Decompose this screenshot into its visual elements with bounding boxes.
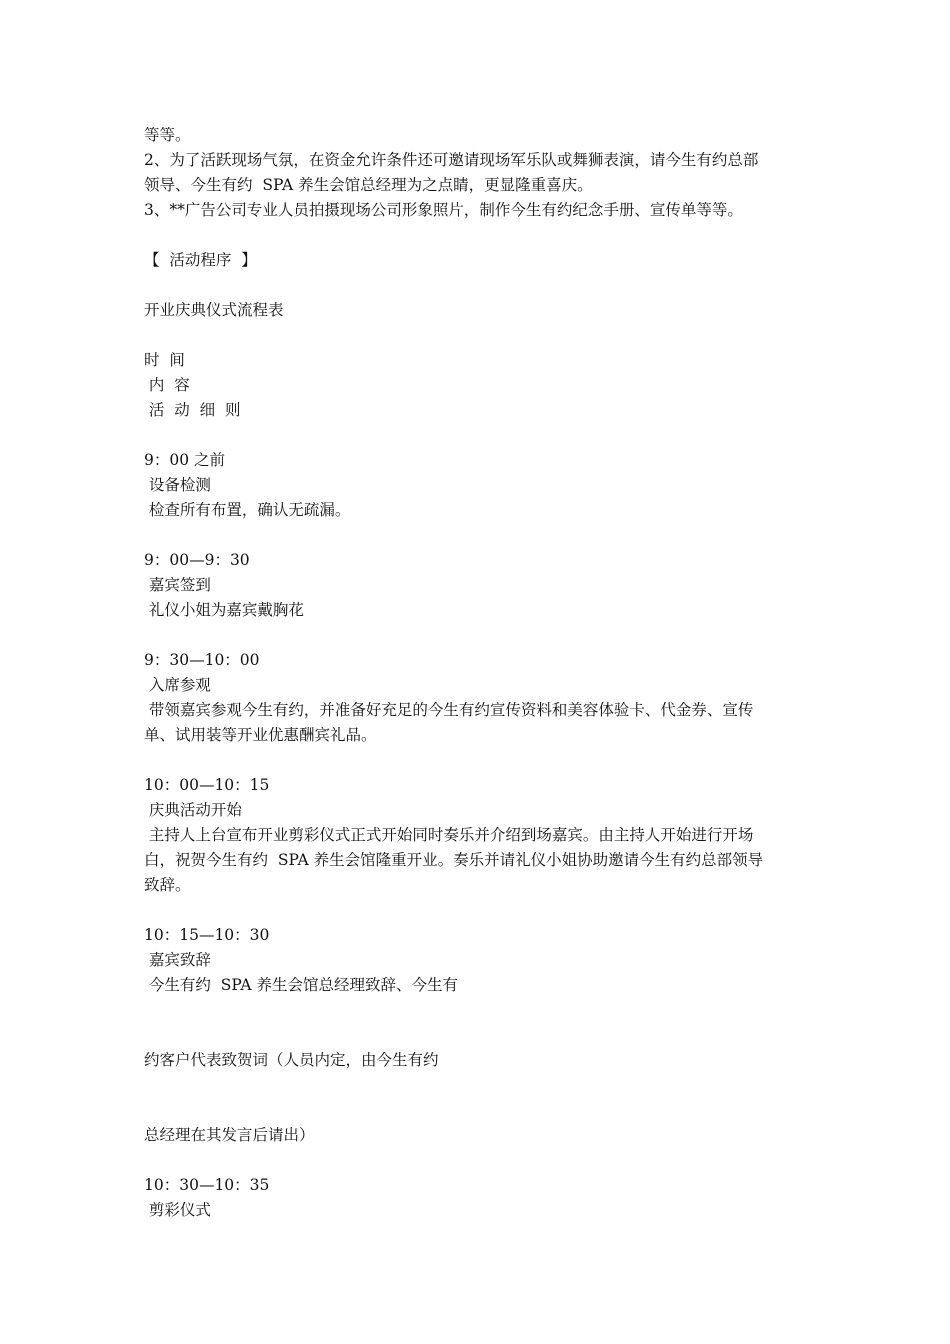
schedule-details: 主持人上台宣布开业剪彩仪式正式开始同时奏乐并介绍到场嘉宾。由主持人开始进行开场	[144, 826, 754, 844]
column-header-time: 时 间	[144, 351, 185, 369]
blank-line	[144, 223, 810, 248]
schedule-content: 入席参观	[144, 676, 211, 694]
schedule-details: 白，祝贺今生有约 SPA 养生会馆隆重开业。奏乐并请礼仪小姐协助邀请今生有约总部领导	[144, 851, 764, 869]
schedule-details: 今生有约 SPA 养生会馆总经理致辞、今生有	[144, 976, 459, 994]
section-heading: 【 活动程序 】	[144, 251, 257, 269]
blank-line	[144, 748, 810, 773]
schedule-time: 9：30—10：00	[144, 651, 260, 669]
blank-line	[144, 523, 810, 548]
schedule-details: 检查所有布置，确认无疏漏。	[144, 501, 351, 519]
schedule-content: 庆典活动开始	[144, 801, 242, 819]
blank-line	[144, 1073, 810, 1123]
document-page	[144, 123, 810, 1223]
schedule-content: 剪彩仪式	[144, 1201, 211, 1219]
blank-line	[144, 1148, 810, 1173]
blank-line	[144, 623, 810, 648]
text-line: 等等。	[144, 126, 191, 144]
schedule-time: 10：00—10：15	[144, 776, 270, 794]
blank-line	[144, 998, 810, 1048]
table-title: 开业庆典仪式流程表	[144, 301, 284, 319]
schedule-content: 设备检测	[144, 476, 211, 494]
schedule-time: 10：30—10：35	[144, 1176, 270, 1194]
schedule-details: 单、试用装等开业优惠酬宾礼品。	[144, 726, 377, 744]
schedule-details: 礼仪小姐为嘉宾戴胸花	[144, 601, 304, 619]
schedule-time: 9：00—9：30	[144, 551, 250, 569]
schedule-details: 致辞。	[144, 876, 191, 894]
schedule-time: 10：15—10：30	[144, 926, 270, 944]
text-line: 领导、今生有约 SPA 养生会馆总经理为之点睛，更显隆重喜庆。	[144, 176, 593, 194]
schedule-details: 总经理在其发言后请出）	[144, 1126, 315, 1144]
blank-line	[144, 323, 810, 348]
schedule-content: 嘉宾签到	[144, 576, 211, 594]
schedule-details: 带领嘉宾参观今生有约，并准备好充足的今生有约宣传资料和美容体验卡、代金券、宣传	[144, 701, 754, 719]
schedule-details: 约客户代表致贺词（人员内定，由今生有约	[144, 1051, 439, 1069]
blank-line	[144, 423, 810, 448]
schedule-time: 9：00 之前	[144, 451, 226, 469]
text-line: 3、**广告公司专业人员拍摄现场公司形象照片，制作今生有约纪念手册、宣传单等等。	[144, 201, 743, 219]
blank-line	[144, 273, 810, 298]
blank-line	[144, 898, 810, 923]
column-header-details: 活 动 细 则	[144, 401, 241, 419]
text-line: 2、为了活跃现场气氛，在资金允许条件还可邀请现场军乐队或舞狮表演，请今生有约总部	[144, 151, 759, 169]
schedule-content: 嘉宾致辞	[144, 951, 211, 969]
column-header-content: 内 容	[144, 376, 190, 394]
